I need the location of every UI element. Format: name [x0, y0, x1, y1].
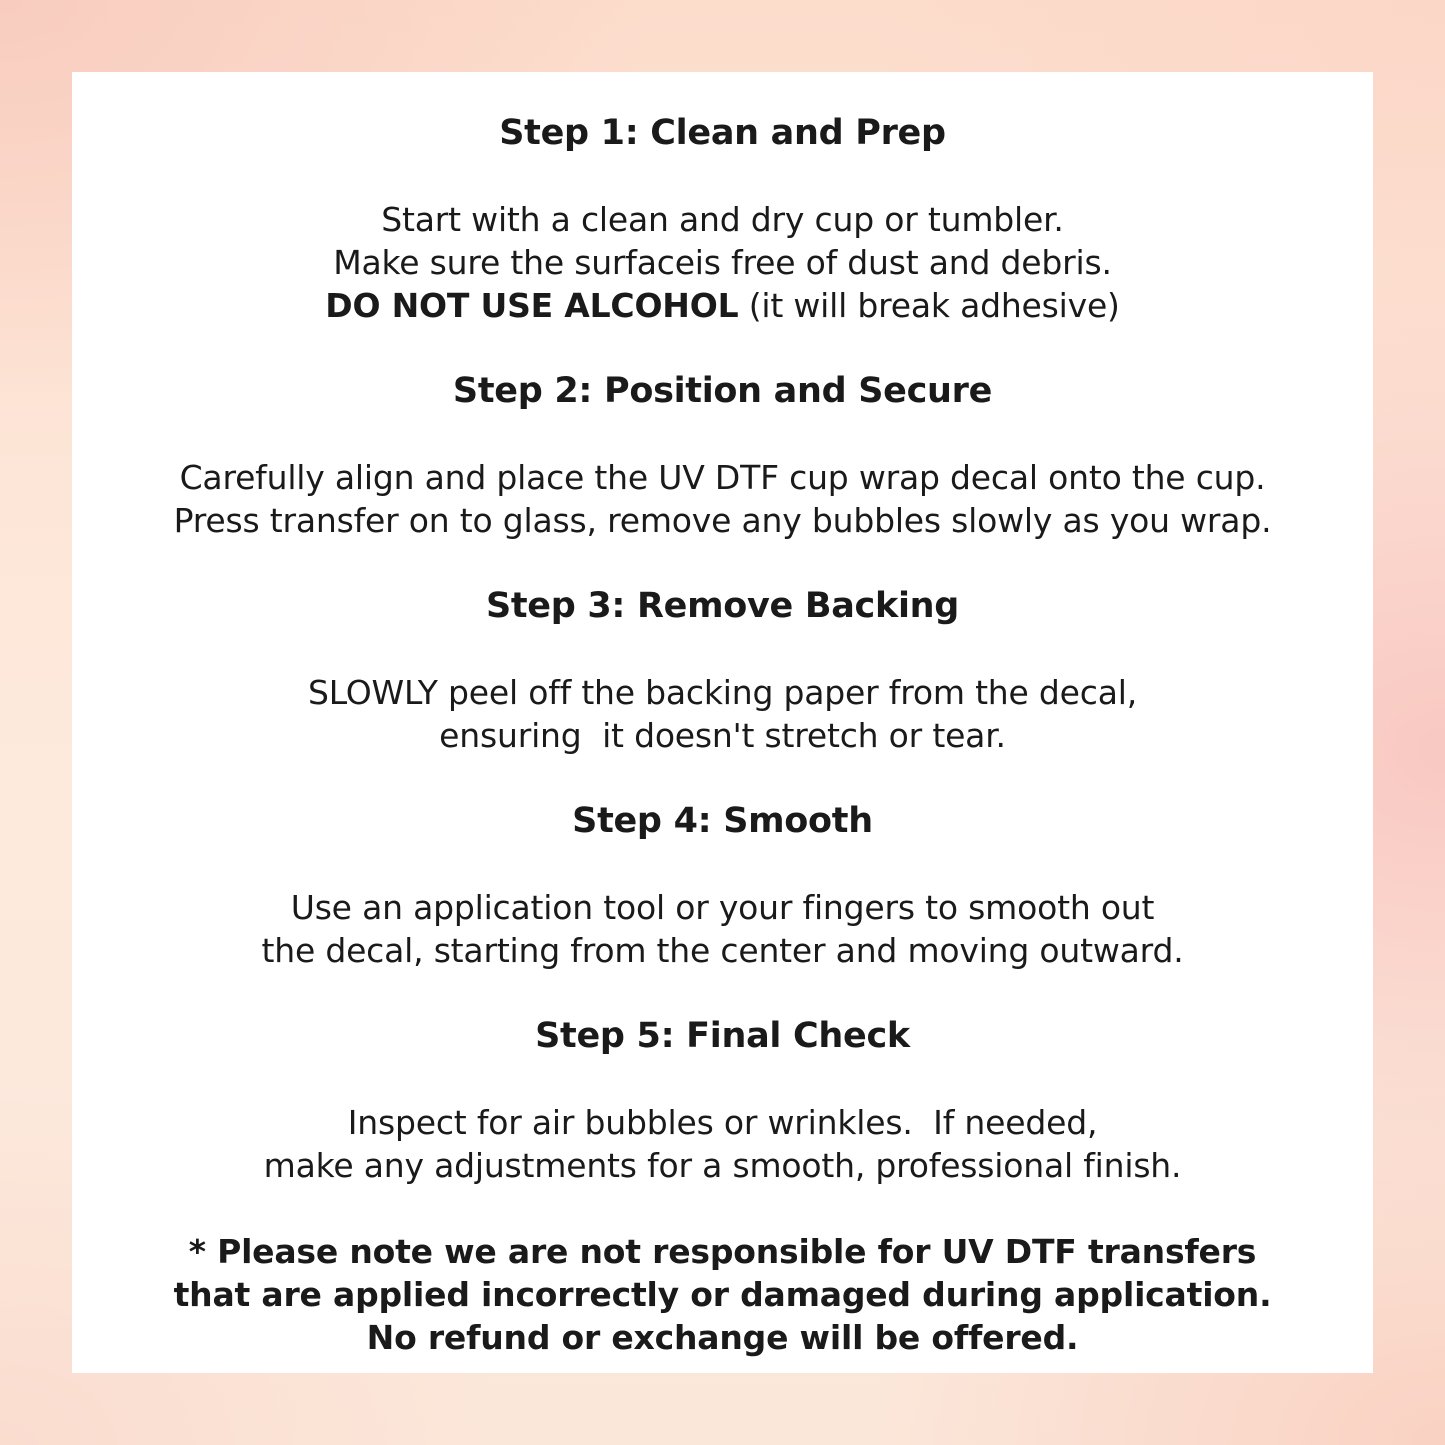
step-3-heading: Step 3: Remove Backing — [485, 586, 960, 626]
step-5-body — [90, 1101, 1355, 1187]
alcohol-warning-rest: (it will break adhesive) — [738, 286, 1120, 325]
disclaimer-line-2: that are applied incorrectly or damaged during application. — [173, 1275, 1272, 1314]
step-3-line-1: SLOWLY peel off the backing paper from the decal, — [307, 673, 1137, 712]
step-4-line-2: the decal, starting from the center and moving outward. — [261, 931, 1184, 970]
step-4-body — [90, 886, 1355, 972]
step-4-section — [90, 800, 1355, 972]
step-2-line-1: Carefully align and place the UV DTF cup wrap decal onto the cup. — [179, 458, 1266, 497]
step-1-body — [90, 198, 1355, 327]
step-1-line-3 — [90, 284, 1355, 327]
alcohol-warning-bold: DO NOT USE ALCOHOL — [325, 286, 739, 325]
step-1-section — [90, 112, 1355, 327]
step-2-line-2: Press transfer on to glass, remove any bubbles slowly as you wrap. — [173, 501, 1272, 540]
disclaimer — [90, 1230, 1355, 1359]
step-3-line-2: ensuring it doesn't stretch or tear. — [439, 716, 1006, 755]
disclaimer-line-3: No refund or exchange will be offered. — [366, 1318, 1079, 1357]
step-3-body — [90, 671, 1355, 757]
step-1-line-2: Make sure the surfaceis free of dust and debris. — [333, 243, 1112, 282]
step-2-heading: Step 2: Position and Secure — [452, 371, 993, 411]
step-1-line-1: Start with a clean and dry cup or tumbler. — [381, 200, 1064, 239]
step-1-heading: Step 1: Clean and Prep — [499, 113, 946, 153]
step-5-section — [90, 1015, 1355, 1187]
step-2-body — [90, 456, 1355, 542]
step-5-line-1: Inspect for air bubbles or wrinkles. If needed, — [347, 1103, 1098, 1142]
step-5-line-2: make any adjustments for a smooth, professional finish. — [263, 1146, 1182, 1185]
step-3-section — [90, 585, 1355, 757]
step-4-line-1: Use an application tool or your fingers to smooth out — [290, 888, 1155, 927]
instruction-card — [72, 72, 1373, 1373]
step-5-heading: Step 5: Final Check — [535, 1016, 910, 1056]
step-2-section — [90, 370, 1355, 542]
disclaimer-line-1: * Please note we are not responsible for UV DTF transfers — [188, 1232, 1257, 1271]
step-4-heading: Step 4: Smooth — [572, 801, 873, 841]
